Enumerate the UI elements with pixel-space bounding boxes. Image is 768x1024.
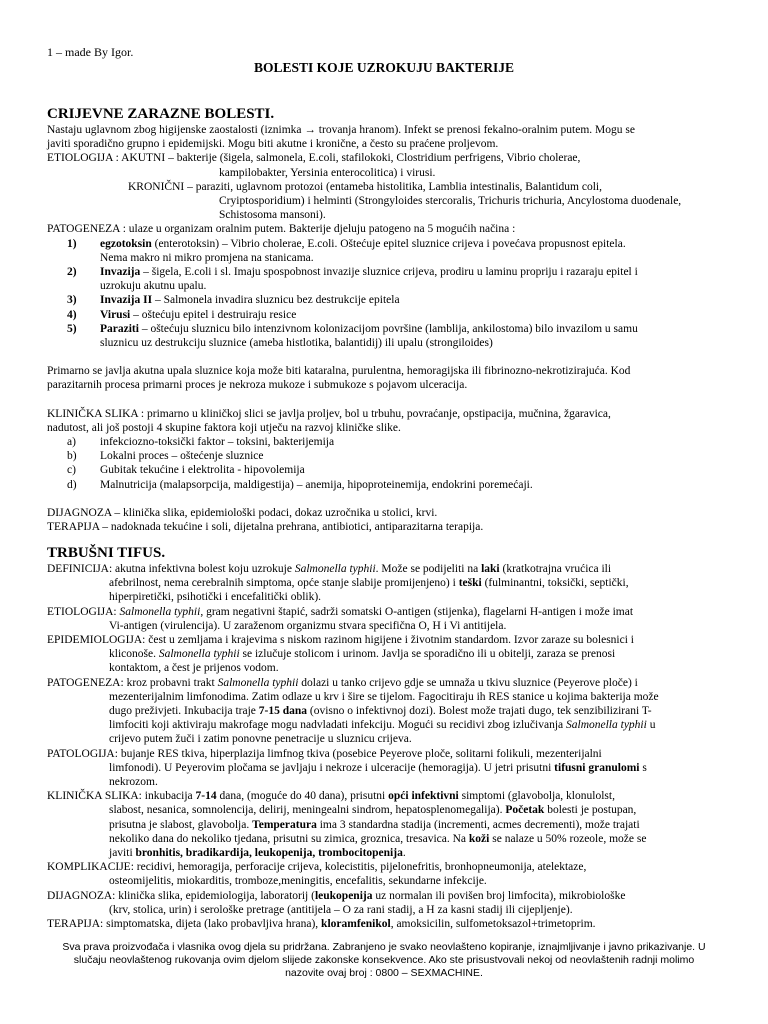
intro-line: Nastaju uglavnom zbog higijenske zaostalosti (iznimka → trovanja hranom). Infekt se prenosi fekalno-oralnim putem. Mogu se [47, 124, 635, 136]
item-term: Invazija II [100, 294, 153, 307]
clinical-factor-item [47, 435, 722, 449]
pathogenesis-line: mezenterijalnim limfonodima. Zatim odlaze u krv i šire se tijelom. Fagocitiraju ih RES stanice u kojima bakterija može [109, 690, 659, 703]
pathology-line [47, 761, 722, 775]
item-body [100, 265, 722, 293]
item-term: Virusi [100, 308, 131, 321]
bold-term: Početak [505, 804, 545, 817]
pathology-label: PATOLOGIJA: [47, 747, 118, 760]
complications-line: osteomijelitis, miokarditis, tromboze,meningitis, encefalitis, sekundarne infekcije. [109, 875, 487, 888]
text-run: se izlučuje stolicom i urinom. Javlja se sporadično ili u obitelji, zaraza se prenosi [239, 648, 616, 661]
text-run: recidivi, hemoragija, perforacije crijeva, kolecistitis, pijelonefritis, bronhopneumonija, atelektaze, [133, 861, 587, 874]
bold-term: leukopenija [314, 889, 373, 902]
complications-line [47, 860, 722, 874]
item-letter: b) [67, 450, 77, 463]
text-run: bujanje RES tkiva, hiperplazija limfnog tkiva (posebice Peyerove ploče, solitarni folikuli, mezenterijalni [117, 747, 602, 760]
bold-term: koži [468, 832, 490, 845]
item-text: Gubitak tekućine i elektrolita - hipovolemija [100, 464, 305, 477]
clinical-factor-item [47, 449, 722, 463]
definition-label: DEFINICIJA: [47, 563, 113, 575]
text-run: akutna infektivna bolest koju uzrokuje [112, 563, 295, 575]
pathogenesis-item [47, 265, 722, 293]
species-name: Salmonella typhii [158, 648, 240, 661]
clinical-label: KLINIČKA SLIKA: [47, 790, 142, 803]
item-text: – šigela, E.coli i sl. Imaju spospobnost invazije sluznice crijeva, prodiru u laminu propriju i razaraju epitel i [140, 266, 638, 279]
etiology-line: Vi-antigen (virulencija). U zaraženom organizmu stvara specifična O, H i Vi antitijela. [109, 619, 507, 632]
bold-term: bronhitis, bradikardija, leukopenija, trombocitopenija [135, 847, 403, 860]
text-run: dana, (moguće do 40 dana), prisutni [216, 790, 389, 803]
species-name: Salmonella typhii [119, 605, 201, 618]
item-number: 3) [67, 294, 77, 307]
therapy-line [47, 917, 722, 931]
page-header: 1 – made By Igor. [47, 45, 134, 59]
pathogenesis-line: crijevo putem žuči i zatim ponovne penetracije u sluznicu crijeva. [109, 733, 412, 746]
epidemiology-line [47, 633, 722, 647]
text-run: kroz probavni trakt [123, 676, 218, 689]
pathogenesis-item [47, 237, 722, 265]
item-text: – oštećuju sluznicu bilo intenzivnom kolonizacijom površine (lamblija, ankilostoma) bilo invazilom u samu [138, 322, 638, 335]
text-run: , gram negativni štapić, sadrži somatski O-antigen (stijenka), flagelarni H-antigen i može imat [200, 605, 634, 618]
clinical-list [47, 435, 722, 492]
pathogenesis-label: PATOGENEZA: [47, 676, 124, 689]
item-text-continued: sluznicu uz destrukciju sluznice (ameba histlotika, balantidij) ili upalu (strongiloides) [100, 337, 493, 350]
etiology-label: ETIOLOGIJA: [47, 605, 117, 618]
item-body [100, 237, 722, 265]
pathogenesis-item [47, 308, 722, 322]
text-run: dugo preživjeti. Inkubacija traje [109, 705, 259, 718]
text-run: ima 3 standardna stadija (incrementi, acmes decrementi), može trajati [316, 818, 640, 831]
section-heading-tifus: TRBUŠNI TIFUS. [47, 545, 166, 561]
item-number: 2) [67, 266, 77, 279]
species-name: Salmonella typhii [217, 676, 299, 689]
copyright-footer [30, 941, 738, 980]
item-term: Invazija [100, 266, 141, 279]
clinical-line: nadutost, ali još postoji 4 skupine faktora koji utječu na razvoj kliničke slike. [47, 421, 401, 434]
bold-term: opći infektivni [388, 790, 459, 803]
text-run: dolazi u tanko crijevo gdje se umnaža u tkivu sluznice (Peyerove ploče) i [298, 676, 638, 689]
species-name: Salmonella typhii [566, 719, 647, 732]
pathogenesis-item [47, 322, 722, 350]
section-heading-crijevne: CRIJEVNE ZARAZNE BOLESTI. [47, 106, 275, 122]
item-term: egzotoksin [100, 237, 152, 250]
text-run: limfonodi). U Peyerovim pločama se javljaju i nekroze i ulceracije (hemoragija). U jetri prisutni [109, 761, 555, 774]
therapy-line: TERAPIJA – nadoknada tekućine i soli, dijetalna prehrana, antibiotici, antiparazitarna terapija. [47, 521, 484, 534]
text-run: u [646, 719, 656, 732]
etiology-line [47, 151, 722, 165]
bold-term: 7-14 [195, 790, 217, 803]
pathogenesis-line [47, 676, 722, 690]
species-name: Salmonella typhii [294, 563, 376, 575]
etiology-line [47, 605, 722, 619]
item-text: Malnutricija (malapsorpcija, maldigestija) – anemija, hipoproteinemija, endokrini poremećaji. [100, 478, 533, 491]
pathogenesis-line [47, 704, 722, 718]
item-letter: a) [67, 436, 76, 449]
primary-line: Primarno se javlja akutna upala sluznice koja može biti kataralna, purulentna, hemoragijska ili fibrinozno-nekrotizirajuća. Kod [47, 365, 631, 378]
text-run: se nalaze u 50% rozeole, može se [489, 832, 647, 845]
text-run: nekoliko dana do nekoliko tjedana, prisutni su zimica, groznica, tresavica. Na [109, 832, 469, 845]
text-run: čest u zemljama i krajevima s niskom razinom higijene i životnim standardom. Izvor zaraze su bolesnici i [145, 634, 634, 647]
text-run: (kratkotrajna vrućica ili [499, 563, 612, 575]
clinical-line [47, 846, 722, 860]
etiology-line: Cryiptosporidium) i helminti (Strongyloides stercoralis, Trichuris trichuria, Ancylostoma duodenale, [219, 195, 682, 208]
text-run: prisutna je slabost, glavobolja. [109, 818, 253, 831]
definition-line [47, 576, 722, 590]
etiology-text: – bakterije (šigela, salmonela, E.coli, stafilokoki, Clostridium perfrigens, Vibrio cholerae, [165, 152, 581, 165]
diagnosis-line [47, 889, 722, 903]
epidemiology-line: kontaktom, a čest je prijenos vodom. [109, 662, 279, 675]
clinical-line [47, 832, 722, 846]
section-body-crijevne [47, 123, 722, 534]
section-body-tifus [47, 562, 722, 931]
text-run: kliconoše. [109, 648, 159, 661]
item-text-continued: uzrokuju akutnu upalu. [100, 280, 207, 293]
footer-line: slučaju neovlaštenog rukovanja ovim djelom slijede zakonske konsekvence. Ako ste prisustvovali nekoj od neovlaštenih radnji molimo [73, 954, 695, 966]
document-title: BOLESTI KOJE UZROKUJU BAKTERIJE [254, 60, 514, 75]
pathogenesis-list [47, 237, 722, 351]
diagnosis-line: (krv, stolica, urin) i serološke pretrage (antitijela – O za rani stadij, a H za kasni stadij ili cijepljenje). [109, 903, 573, 916]
item-body [100, 308, 722, 322]
definition-line [47, 562, 722, 576]
footer-line: Sva prava proizvođača i vlasnika ovog djela su pridržana. Zabranjeno je svako neovlašteno kopiranje, iznajmljivanje i javno prikazivanje. U [62, 941, 706, 953]
text-run: javiti [109, 847, 136, 860]
item-text: – oštećuju epitel i destruiraju resice [130, 308, 297, 321]
pathology-line [47, 747, 722, 761]
bold-term: Temperatura [252, 818, 317, 831]
clinical-line: KLINIČKA SLIKA : primarno u kliničkoj slici se javlja proljev, bol u trbuhu, povraćanje, opstipacija, mučnina, žgaravica, [47, 407, 611, 420]
item-text: Lokalni proces – oštećenje sluznice [100, 450, 264, 463]
item-text-continued: Nema makro ni mikro promjena na stanicama. [100, 251, 314, 264]
bold-term: tifusni granulomi [554, 761, 640, 774]
pathogenesis-intro: PATOGENEZA : ulaze u organizam oralnim putem. Bakterije djeluju patogeno na 5 mogućih načina : [47, 223, 516, 236]
item-term: Paraziti [100, 322, 139, 335]
clinical-line [47, 818, 722, 832]
diagnosis-label: DIJAGNOZA: [47, 889, 116, 902]
footer-line: nazovite ovaj broj : 0800 – SEXMACHINE. [285, 967, 483, 979]
complications-label: KOMPLIKACIJE: [47, 861, 134, 874]
clinical-factor-item [47, 478, 722, 492]
epidemiology-line [47, 647, 722, 661]
pathogenesis-item [47, 293, 722, 307]
item-body [100, 293, 722, 307]
item-letter: d) [67, 478, 77, 491]
item-number: 1) [67, 237, 77, 250]
bold-term: kloramfenikol [321, 918, 391, 931]
etiology-line: kampilobakter, Yersinia enterocolitica) i virusi. [219, 166, 436, 179]
primary-line: parazitarnih procesa primarni proces je nekroza mukoze i submukoze s pojavom ulceracija. [47, 379, 468, 392]
intro-line: javiti sporadično grupno i epidemijski. Mogu biti akutne i kronične, a često su praćene proljevom. [47, 138, 499, 151]
text-run: inkubacija [141, 790, 196, 803]
item-number: 5) [67, 322, 77, 335]
etiology-line: KRONIČNI – paraziti, uglavnom protozoi (entameba histolitika, Lamblia intestinalis, Balantidum coli, [128, 180, 602, 193]
text-run: slabost, nesanica, somnolencija, delirij, meningealni sindrom, hepatosplenomegalija). [109, 804, 506, 817]
item-body [100, 322, 722, 350]
pathology-line: nekrozom. [109, 776, 158, 789]
text-run: (ovisno o infektivnoj dozi). Bolest može trajati dugo, tek senzibilizirani T- [307, 705, 652, 718]
item-letter: c) [67, 464, 76, 477]
diagnosis-line: DIJAGNOZA – klinička slika, epidemiološki podaci, dokaz uzročnika u stolici, krvi. [47, 506, 438, 519]
text-run: simptomi (glavobolja, klonulolst, [458, 790, 615, 803]
text-run: . [402, 847, 406, 860]
text-run: limfociti koji aktiviraju makrofage mogu nadvladati infekciju. Mogući su recidivi zbog izlučivanja [109, 719, 566, 732]
text-run: uz normalan ili povišen broj limfocita), mikrobiološke [372, 889, 626, 902]
epidemiology-label: EPIDEMIOLOGIJA: [47, 634, 146, 647]
bold-term: 7-15 dana [258, 705, 308, 718]
etiology-label: ETIOLOGIJA : AKUTNI [47, 152, 166, 165]
item-text: infekciozno-toksički faktor – toksini, bakterijemija [100, 436, 335, 449]
text-run: bolesti je postupan, [544, 804, 637, 817]
etiology-line: Schistosoma mansoni). [219, 209, 326, 222]
therapy-label: TERAPIJA: [47, 918, 104, 931]
bold-term: teški [458, 577, 482, 590]
item-text: – Salmonela invadira sluznicu bez destrukcije epitela [152, 294, 400, 307]
text-run: (fulminantni, toksički, septički, [481, 577, 629, 590]
text-run: , amoksicilin, sulfometoksazol+trimetoprim. [390, 918, 596, 931]
text-run: s [639, 761, 647, 774]
item-number: 4) [67, 308, 77, 321]
item-text: (enterotoksin) – Vibrio cholerae, E.coli. Oštećuje epitel sluznice crijeva i povećava propusnost epitela. [151, 237, 626, 250]
text-run: afebrilnost, nema cerebralnih simptoma, opće stanje slabije promijenjeno) i [109, 577, 459, 590]
clinical-line [47, 803, 722, 817]
text-run: klinička slika, epidemiologija, laboratorij ( [115, 889, 315, 902]
bold-term: laki [481, 563, 500, 575]
clinical-factor-item [47, 463, 722, 477]
definition-line: hiperpiretički, psihotički i encefalitički oblik). [109, 591, 322, 604]
text-run: simptomatska, dijeta (lako probavljiva hrana), [103, 918, 322, 931]
clinical-line [47, 789, 722, 803]
text-run: . Može se podijeliti na [375, 563, 482, 575]
pathogenesis-line [47, 718, 722, 732]
